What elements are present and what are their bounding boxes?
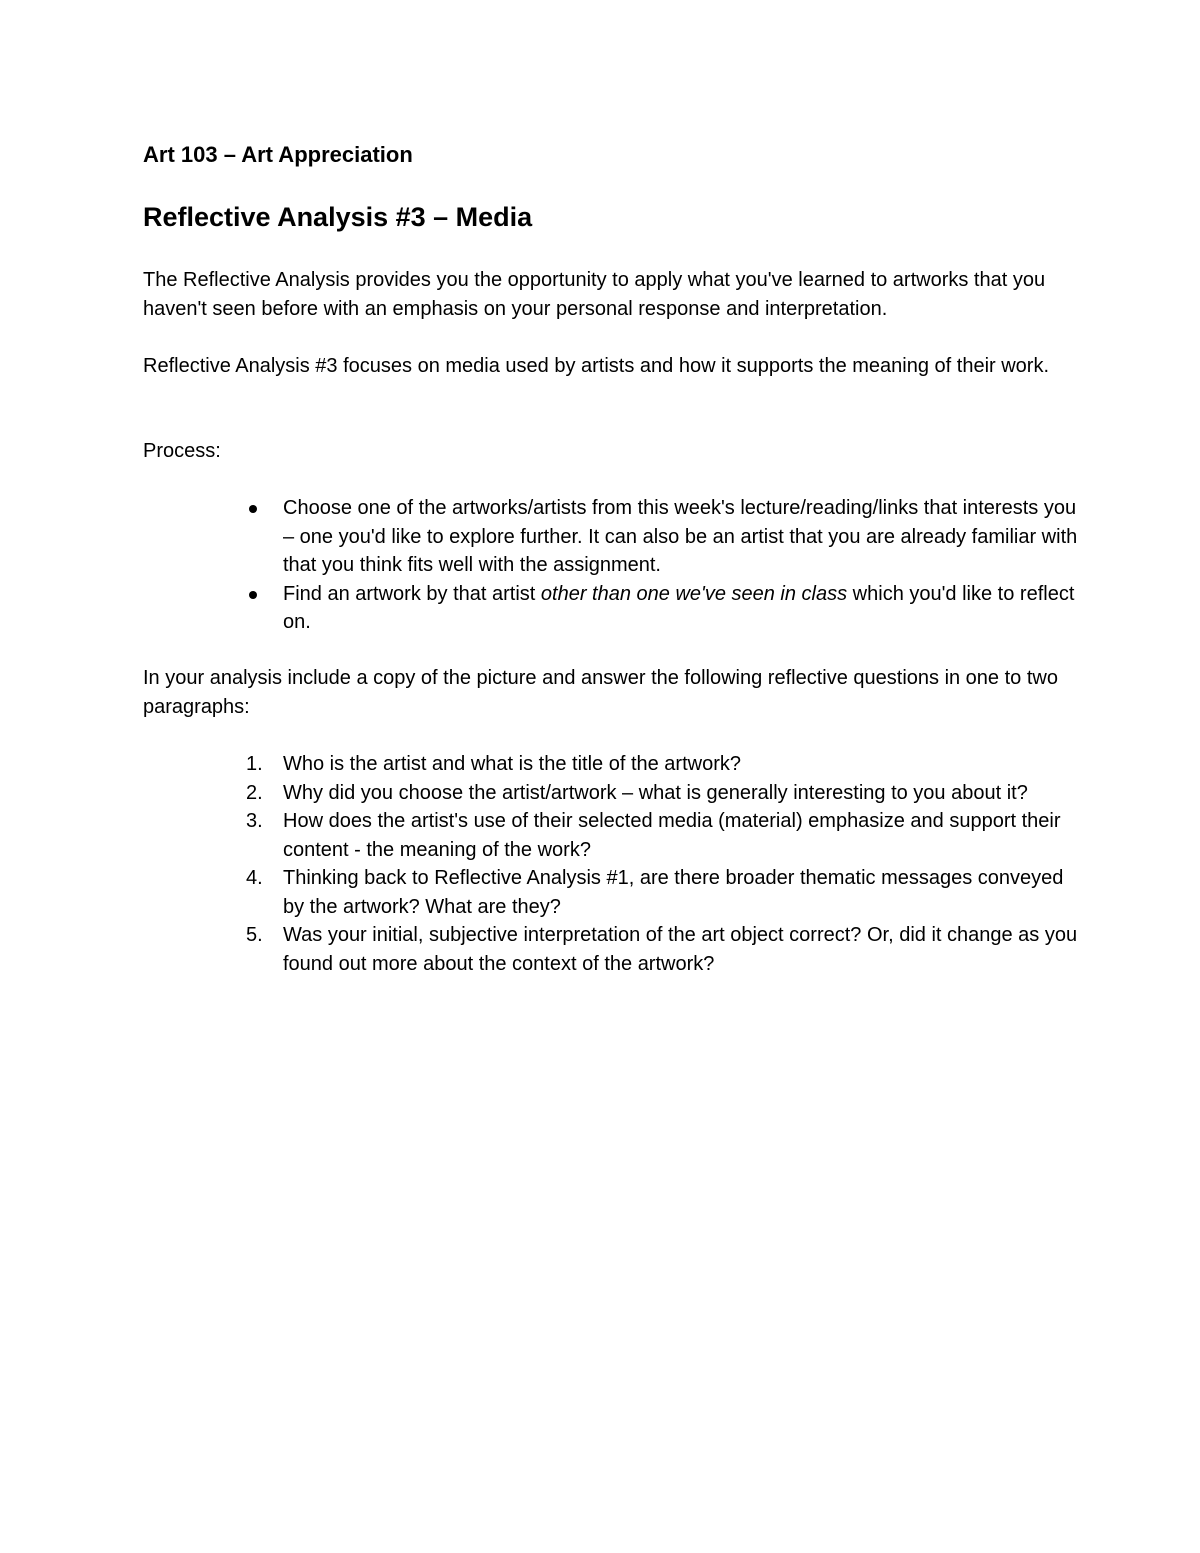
list-item: [143, 779, 1083, 808]
page-title: Reflective Analysis #3 – Media: [143, 202, 533, 232]
intro-paragraph: The Reflective Analysis provides you the opportunity to apply what you've learned to artworks that you haven't seen before with an emphasis on your personal response and interpretation.: [143, 269, 1046, 320]
list-item: [143, 864, 1083, 921]
question-text: How does the artist's use of their selected media (material) emphasize and support their content - the meaning of the work?: [283, 810, 1061, 861]
bullet-text-italic: other than one we've seen in class: [540, 582, 848, 605]
list-item: [143, 580, 1083, 637]
list-item: [143, 494, 1083, 580]
bullet-icon: [249, 591, 257, 599]
list-item: [143, 750, 1083, 779]
question-number: 2.: [246, 781, 263, 804]
question-number: 4.: [246, 867, 263, 889]
focus-paragraph: Reflective Analysis #3 focuses on media used by artists and how it supports the meaning of their work.: [143, 355, 1050, 377]
bullet-text-after: which you'd like to reflect on.: [283, 582, 1075, 633]
question-text: Thinking back to Reflective Analysis #1, are there broader thematic messages conveyed by the artwork? What are they?: [283, 867, 1064, 918]
bullet-text-before: Find an artwork by that artist: [283, 582, 541, 605]
instructions-paragraph: In your analysis include a copy of the picture and answer the following reflective questions in one to two paragraphs:: [143, 667, 1058, 718]
process-list: [143, 494, 1083, 637]
list-item: [143, 921, 1083, 978]
question-number: 3.: [246, 810, 263, 832]
question-text: Was your initial, subjective interpretation of the art object correct? Or, did it change as you found out more about the context of the artwork?: [283, 924, 1078, 975]
bullet-icon: [249, 505, 257, 513]
bullet-text: Choose one of the artworks/artists from this week's lecture/reading/links that interests you – one you'd like to explore further. It can also be an artist that you are already familiar with that you think fits well with the assignment.: [283, 497, 1078, 576]
question-text: Who is the artist and what is the title of the artwork?: [283, 753, 741, 775]
course-title: Art 103 – Art Appreciation: [143, 142, 413, 167]
list-item: [143, 807, 1083, 864]
question-number: 1.: [246, 753, 263, 775]
question-number: 5.: [246, 924, 263, 946]
question-text: Why did you choose the artist/artwork – what is generally interesting to you about it?: [283, 781, 1028, 804]
questions-list: [143, 750, 1083, 978]
process-label: Process:: [143, 440, 221, 462]
